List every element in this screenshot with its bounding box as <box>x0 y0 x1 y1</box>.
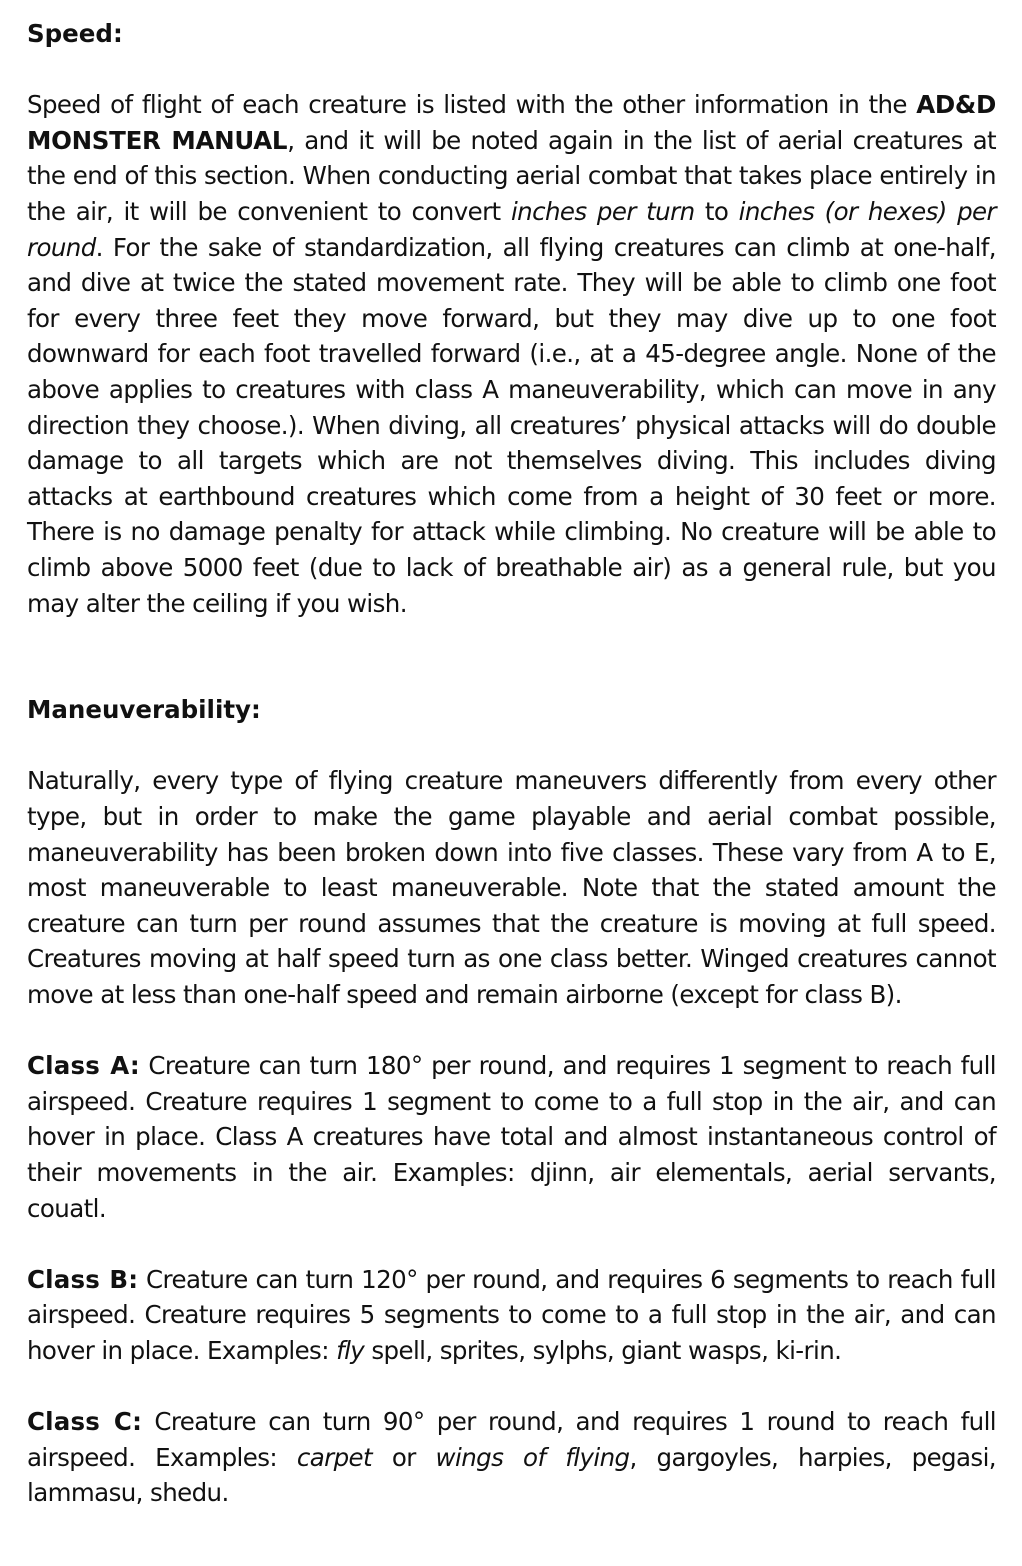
monster-manual-title: AD&D MONSTER MANUAL <box>27 90 996 155</box>
speed-text-4: . For the sake of standardization, all flying creatures can climb at one-half, and dive at twice the stated movement rate. They will be able to climb one foot for every three feet they move forward, but they may dive up to one foot downward for each foot travelled forward (i.e., at a 45-degree angle. None of the above applies to creatures with class A maneuverability, which can move in any direction they choose.). When diving, all creatures’ physical attacks will do double damage to all targets which are not themselves diving. This includes diving attacks at earthbound creatures which come from a height of 30 feet or more. There is no damage penalty for attack while climbing. No creature will be able to climb above 5000 feet (due to lack of breathable air) as a general rule, but you may alter the ceiling if you wish. <box>27 232 996 618</box>
speed-italic-inches-per-round: inches (or hexes) per round <box>27 196 996 262</box>
class-a-paragraph <box>27 1048 996 1226</box>
speed-text-3: to <box>694 196 739 226</box>
speed-text-2: , and it will be noted again in the list of aerial creatures at the end of this section. When conducting aerial combat that takes place entirely in the air, it will be convenient to convert <box>27 125 996 226</box>
maneuverability-intro: Naturally, every type of flying creature maneuvers differently from every other type, but in order to make the game playable and aerial combat possible, maneuverability has been broken down into five classes. These vary from A to E, most maneuverable to least maneuverable. Note that the stated amount the creature can turn per round assumes that the creature is moving at full speed. Creatures moving at half speed turn as one class better. Winged creatures cannot move at less than one-half speed and remain airborne (except for class B). <box>27 766 996 1010</box>
speed-section <box>27 16 996 621</box>
class-b-italic-fly: fly <box>336 1335 365 1365</box>
document-page <box>27 16 996 1511</box>
speed-text-1: Speed of flight of each creature is listed with the other information in the <box>27 90 917 120</box>
speed-heading: Speed: <box>27 19 123 48</box>
maneuverability-heading: Maneuverability: <box>27 695 261 725</box>
class-c-text-3: , gargoyles, harpies, pegasi, lammasu, shedu. <box>27 1442 996 1508</box>
class-b-paragraph <box>27 1262 996 1369</box>
class-c-italic-carpet: carpet <box>296 1442 373 1472</box>
class-a-text: Creature can turn 180° per round, and requires 1 segment to reach full airspeed. Creature requires 1 segment to come to a full stop in the air, and can hover in place. Class A creatures have total and almost instantaneous control of their movements in the air. Examples: djinn, air elementals, aerial servants, couatl. <box>27 1051 996 1223</box>
class-c-text-1: Creature can turn 90° per round, and requires 1 round to reach full airspeed. Examples: <box>27 1407 996 1472</box>
class-c-text-2: or <box>372 1442 436 1472</box>
class-c-paragraph <box>27 1404 996 1511</box>
class-c-label: Class C: <box>27 1407 143 1437</box>
class-b-text-1: Creature can turn 120° per round, and requires 6 segments to reach full airspeed. Creature requires 5 segments to come to a full stop in the air, and can hover in place. Examples: <box>27 1264 996 1365</box>
speed-paragraph <box>27 87 996 621</box>
class-c-italic-wings: wings of flying <box>435 1442 630 1472</box>
speed-italic-inches-per-turn: inches per turn <box>510 196 695 226</box>
class-a-label: Class A: <box>27 1051 140 1081</box>
class-b-text-2: spell, sprites, sylphs, giant wasps, ki-rin. <box>364 1335 842 1365</box>
maneuverability-section <box>27 692 996 1511</box>
class-b-label: Class B: <box>27 1264 139 1294</box>
